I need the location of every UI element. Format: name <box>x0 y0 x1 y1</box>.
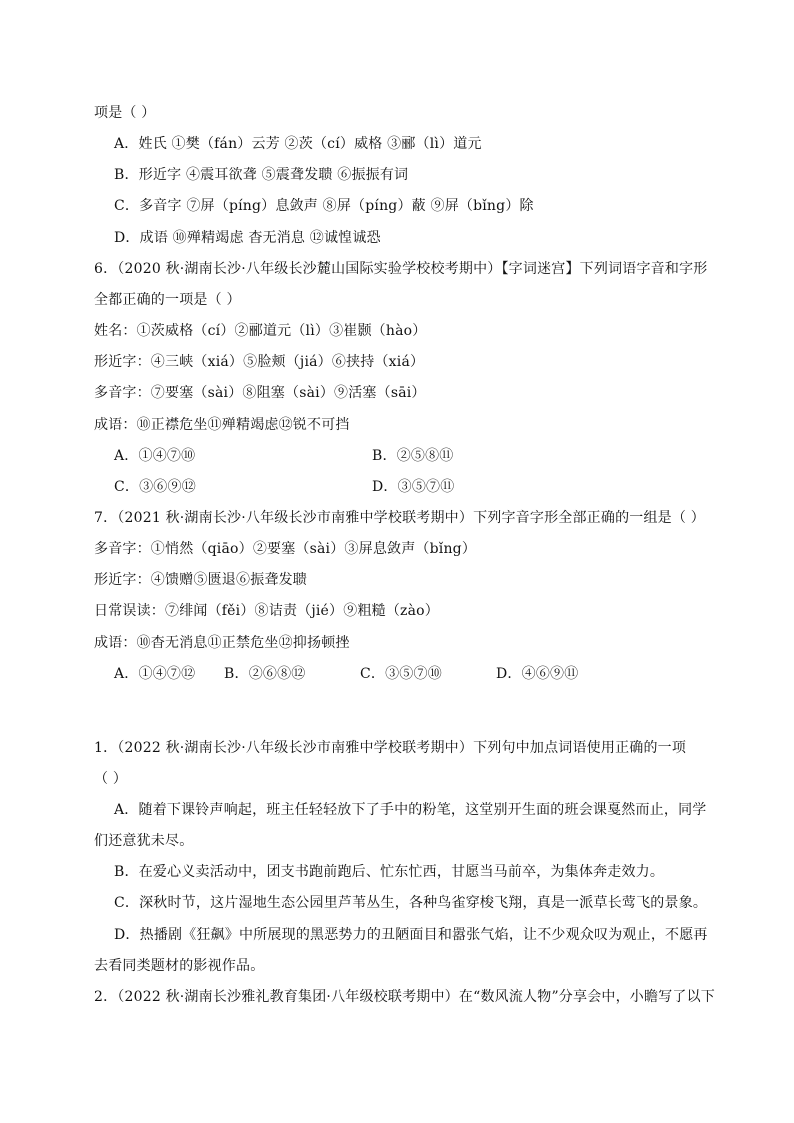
q6-option-a: A．①④⑦⑩ <box>114 448 196 464</box>
q7-row-similar-chars: 形近字：④馈赠⑤匮退⑥振聋发聩 <box>94 572 307 588</box>
s2q1-option-c: C．深秋时节，这片湿地生态公园里芦苇丛生，各种鸟雀穿梭飞翔，真是一派草长莺飞的景象。 <box>114 895 708 911</box>
q6-row-names: 姓名：①茨威格（cí）②郦道元（lì）③崔颢（hào） <box>94 323 427 339</box>
q7-option-a: A．①④⑦⑫ <box>114 666 196 682</box>
s2q2-stem-line1: 2．（2022 秋·湖南长沙雅礼教育集团·八年级校联考期中）在“数风流人物”分享会中，小瞻写了以下 <box>94 989 715 1005</box>
q6-option-b: B．②⑤⑧⑪ <box>372 448 454 464</box>
q6-row-polyphones: 多音字：⑦要塞（sài）⑧阻塞（sài）⑨活塞（sāi） <box>94 385 426 401</box>
s2q1-option-d-line1: D．热播剧《狂飙》中所展现的黑恶势力的丑陋面目和嚣张气焰，让不少观众叹为观止，不愿再 <box>114 927 708 943</box>
q5-stem-tail: 项是（ ） <box>94 105 156 121</box>
q6-row-idioms: 成语：⑩正襟危坐⑪殚精竭虑⑫锐不可挡 <box>94 417 350 433</box>
s2q1-option-a-line1: A．随着下课铃声响起，班主任轻轻放下了手中的粉笔，这堂别开生面的班会课戛然而止，同学 <box>114 802 707 818</box>
q7-row-polyphones: 多音字：①悄然（qiāo）②要塞（sài）③屏息敛声（bǐng） <box>94 541 477 557</box>
q5-option-c: C．多音字 ⑦屏（píng）息敛声 ⑧屏（píng）蔽 ⑨屏（bǐng）除 <box>114 198 534 214</box>
q7-option-d: D．④⑥⑨⑪ <box>496 666 579 682</box>
q6-option-d: D．③⑤⑦⑪ <box>372 479 455 495</box>
q6-options-row2 <box>114 477 724 497</box>
q7-options-row <box>114 664 724 684</box>
s2q1-option-d-line2: 去看同类题材的影视作品。 <box>94 958 265 974</box>
s2q1-option-b: B．在爱心义卖活动中，团支书跑前跑后、忙东忙西，甘愿当马前卒，为集体奔走效力。 <box>114 864 665 880</box>
s2q1-stem-line1: 1．（2022 秋·湖南长沙·八年级长沙市南雅中学校联考期中）下列句中加点词语使用正确的一项 <box>94 740 687 756</box>
q6-option-c: C．③⑥⑨⑫ <box>114 479 196 495</box>
q5-option-b: B．形近字 ④震耳欲聋 ⑤震聋发聩 ⑥振振有词 <box>114 167 409 183</box>
q5-option-d: D．成语 ⑩殚精竭虑 杳无消息 ⑫诚惶诚恐 <box>114 230 381 246</box>
q6-stem-line2: 全都正确的一项是（ ） <box>94 292 241 308</box>
q7-option-c: C．③⑤⑦⑩ <box>360 666 442 682</box>
q7-stem: 7．（2021 秋·湖南长沙·八年级长沙市南雅中学校联考期中）下列字音字形全部正确的一组是（ ） <box>94 510 705 526</box>
q6-stem-line1: 6．（2020 秋·湖南长沙·八年级长沙麓山国际实验学校校考期中）【字词迷宫】下列词语字音和字形 <box>94 261 708 277</box>
q7-row-idioms: 成语：⑩杳无消息⑪正禁危坐⑫抑扬顿挫 <box>94 635 350 651</box>
q6-options-row1 <box>114 446 724 466</box>
q7-option-b: B．②⑥⑧⑫ <box>224 666 306 682</box>
q7-row-misreadings: 日常误读：⑦绯闻（fěi）⑧诘责（jié）⑨粗糙（zào） <box>94 603 439 619</box>
s2q1-option-a-line2: 们还意犹未尽。 <box>94 833 194 849</box>
q5-option-a: A．姓氏 ①樊（fán）云芳 ②茨（cí）威格 ③郦（lì）道元 <box>114 136 482 152</box>
s2q1-stem-line2: （ ） <box>94 771 128 787</box>
q6-row-similar-chars: 形近字：④三峡（xiá）⑤脸颊（jiá）⑥挟持（xiá） <box>94 354 425 370</box>
